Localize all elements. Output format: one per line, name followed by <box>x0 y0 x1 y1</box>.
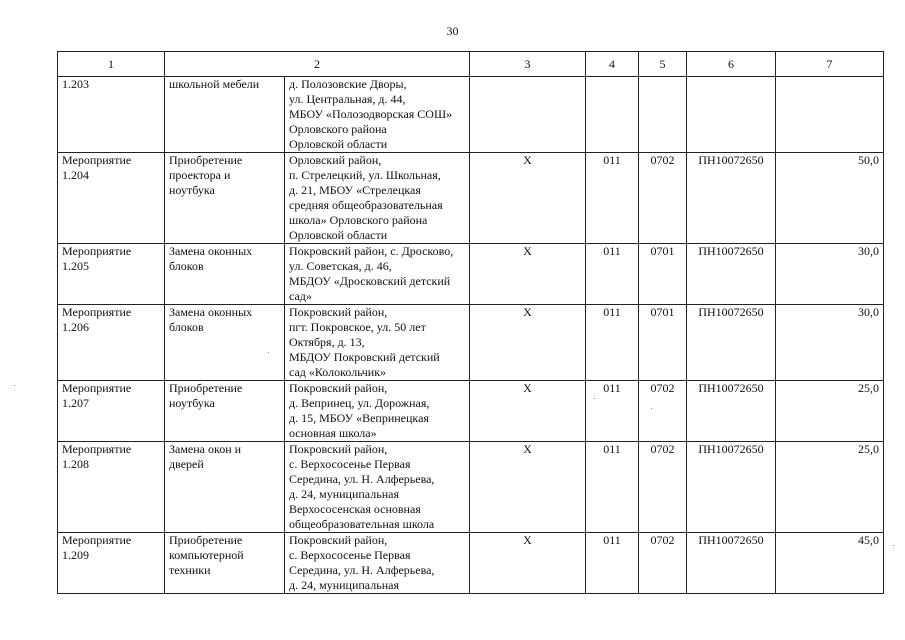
col3-cell <box>470 77 586 153</box>
measure-address-cell <box>285 153 470 244</box>
measure-name-cell-line: ноутбука <box>169 396 215 410</box>
col7-cell: 45,0 <box>776 533 884 594</box>
measure-address-cell-line: сад» <box>289 289 312 303</box>
table-body <box>58 77 884 594</box>
measure-id-cell-line: 1.208 <box>62 457 89 471</box>
measure-name-cell <box>165 244 285 305</box>
col5-cell: 0701 <box>639 305 687 381</box>
measure-name-cell <box>165 77 285 153</box>
measure-name-cell-line: Замена оконных <box>169 305 253 319</box>
col3-cell: Х <box>470 442 586 533</box>
col4-cell: 011 <box>586 533 639 594</box>
measure-name-cell <box>165 381 285 442</box>
scan-speck <box>14 385 15 386</box>
scan-speck <box>651 408 652 409</box>
scan-speck <box>268 352 269 353</box>
measure-address-cell-line: Октября, д. 13, <box>289 335 365 349</box>
measure-id-cell <box>58 533 165 594</box>
table-row <box>58 77 884 153</box>
measure-name-cell-line: Замена окон и <box>169 442 242 456</box>
col6-cell <box>687 77 776 153</box>
measure-name-cell-line: компьютерной <box>169 548 244 562</box>
measure-id-cell-line: Мероприятие <box>62 244 132 258</box>
measure-address-cell-line: МБДОУ Покровский детский <box>289 350 440 364</box>
measure-id-cell-line: 1.204 <box>62 168 89 182</box>
measure-id-cell <box>58 381 165 442</box>
measure-address-cell-line: п. Стрелецкий, ул. Школьная, <box>289 168 441 182</box>
measure-name-cell <box>165 153 285 244</box>
measure-address-cell-line: Орловский район, <box>289 153 382 167</box>
col3-cell: Х <box>470 533 586 594</box>
measure-address-cell-line: Покровский район, <box>289 442 388 456</box>
measure-id-cell <box>58 305 165 381</box>
measure-id-cell <box>58 77 165 153</box>
measure-name-cell <box>165 442 285 533</box>
col6-cell: ПН10072650 <box>687 442 776 533</box>
measure-address-cell-line: Покровский район, <box>289 305 388 319</box>
col4-cell: 011 <box>586 442 639 533</box>
measure-name-cell-line: техники <box>169 563 211 577</box>
table-row <box>58 533 884 594</box>
col6-cell: ПН10072650 <box>687 381 776 442</box>
measure-address-cell-line: с. Верхососенье Первая <box>289 457 411 471</box>
measure-name-cell-line: проектора и <box>169 168 231 182</box>
measure-id-cell-line: 1.206 <box>62 320 89 334</box>
col7-cell <box>776 77 884 153</box>
measure-address-cell-line: д. 15, МБОУ «Вепринецкая <box>289 411 429 425</box>
measure-address-cell <box>285 77 470 153</box>
measure-address-cell-line: Орловской области <box>289 228 388 242</box>
measure-id-cell <box>58 442 165 533</box>
col7-cell: 25,0 <box>776 442 884 533</box>
col5-cell: 0701 <box>639 244 687 305</box>
col3-cell: Х <box>470 244 586 305</box>
measure-address-cell-line: Покровский район, <box>289 381 388 395</box>
measure-id-cell <box>58 244 165 305</box>
measure-id-cell-line: 1.205 <box>62 259 89 273</box>
measure-address-cell-line: ул. Центральная, д. 44, <box>289 92 406 106</box>
measure-name-cell-line: Приобретение <box>169 533 243 547</box>
col5-cell <box>639 77 687 153</box>
measure-name-cell <box>165 305 285 381</box>
measure-address-cell-line: Покровский район, <box>289 533 388 547</box>
col4-cell: 011 <box>586 305 639 381</box>
measure-address-cell-line: Покровский район, с. Дросково, <box>289 244 454 258</box>
measure-address-cell-line: общеобразовательная школа <box>289 517 435 531</box>
measure-address-cell-line: д. Полозовские Дворы, <box>289 77 407 91</box>
measure-address-cell-line: Орловской области <box>289 137 388 151</box>
measure-address-cell-line: сад «Колокольчик» <box>289 365 387 379</box>
col3-cell: Х <box>470 153 586 244</box>
col5-cell: 0702 <box>639 533 687 594</box>
col4-cell: 011 <box>586 153 639 244</box>
col4-cell <box>586 77 639 153</box>
page-number: 30 <box>446 24 459 38</box>
measure-id-cell-line: 1.209 <box>62 548 89 562</box>
table-row <box>58 381 884 442</box>
table-header-row <box>58 52 884 77</box>
col5-cell: 0702 <box>639 442 687 533</box>
measure-address-cell-line: ул. Советская, д. 46, <box>289 259 392 273</box>
col3-cell: Х <box>470 381 586 442</box>
measure-address-cell <box>285 381 470 442</box>
measure-id-cell-line: 1.207 <box>62 396 89 410</box>
measure-address-cell <box>285 305 470 381</box>
col7-cell: 50,0 <box>776 153 884 244</box>
col5-cell: 0702 <box>639 153 687 244</box>
measure-id-cell-line: Мероприятие <box>62 381 132 395</box>
measure-address-cell-line: д. 24, муниципальная <box>289 578 399 592</box>
col7-cell: 30,0 <box>776 305 884 381</box>
col4-cell: 011 <box>586 381 639 442</box>
header-col-7: 7 <box>776 52 884 77</box>
measure-id-cell-line: Мероприятие <box>62 442 132 456</box>
measure-address-cell <box>285 244 470 305</box>
col3-cell: Х <box>470 305 586 381</box>
col6-cell: ПН10072650 <box>687 533 776 594</box>
scan-speck <box>893 545 894 546</box>
measure-address-cell-line: основная школа» <box>289 426 377 440</box>
col6-cell: ПН10072650 <box>687 153 776 244</box>
header-col-4: 4 <box>586 52 639 77</box>
table-row <box>58 244 884 305</box>
budget-measures-table <box>57 51 884 594</box>
table-row <box>58 305 884 381</box>
measure-name-cell-line: Приобретение <box>169 153 243 167</box>
col7-cell: 25,0 <box>776 381 884 442</box>
table-row <box>58 153 884 244</box>
measure-name-cell-line: Приобретение <box>169 381 243 395</box>
measure-name-cell-line: школьной мебели <box>169 77 260 91</box>
table-row <box>58 442 884 533</box>
measure-address-cell-line: МБДОУ «Дросковский детский <box>289 274 451 288</box>
measure-id-cell-line: 1.203 <box>62 77 89 91</box>
measure-id-cell-line: Мероприятие <box>62 305 132 319</box>
header-col-2: 2 <box>165 52 470 77</box>
measure-address-cell-line: МБОУ «Полозодворская СОШ» <box>289 107 453 121</box>
measure-name-cell <box>165 533 285 594</box>
measure-name-cell-line: Замена оконных <box>169 244 253 258</box>
header-col-6: 6 <box>687 52 776 77</box>
col5-cell: 0702 <box>639 381 687 442</box>
measure-address-cell-line: д. 24, муниципальная <box>289 487 399 501</box>
measure-id-cell-line: Мероприятие <box>62 153 132 167</box>
measure-name-cell-line: блоков <box>169 320 204 334</box>
measure-address-cell-line: Середина, ул. Н. Алферьева, <box>289 563 435 577</box>
measure-address-cell-line: пгт. Покровское, ул. 50 лет <box>289 320 426 334</box>
measure-address-cell <box>285 533 470 594</box>
measure-name-cell-line: блоков <box>169 259 204 273</box>
col6-cell: ПН10072650 <box>687 244 776 305</box>
measure-address-cell-line: д. Вепринец, ул. Дорожная, <box>289 396 430 410</box>
measure-address-cell-line: школа» Орловского района <box>289 213 428 227</box>
measure-address-cell-line: с. Верхососенье Первая <box>289 548 411 562</box>
measure-name-cell-line: ноутбука <box>169 183 215 197</box>
measure-address-cell-line: Верхососенская основная <box>289 502 421 516</box>
header-col-1: 1 <box>58 52 165 77</box>
measure-address-cell-line: д. 21, МБОУ «Стрелецкая <box>289 183 421 197</box>
col7-cell: 30,0 <box>776 244 884 305</box>
measure-id-cell-line: Мероприятие <box>62 533 132 547</box>
header-col-5: 5 <box>639 52 687 77</box>
measure-address-cell-line: средняя общеобразовательная <box>289 198 443 212</box>
measure-name-cell-line: дверей <box>169 457 204 471</box>
measure-address-cell <box>285 442 470 533</box>
measure-id-cell <box>58 153 165 244</box>
measure-address-cell-line: Орловского района <box>289 122 387 136</box>
col4-cell: 011 <box>586 244 639 305</box>
header-col-3: 3 <box>470 52 586 77</box>
measure-address-cell-line: Середина, ул. Н. Алферьева, <box>289 472 435 486</box>
col6-cell: ПН10072650 <box>687 305 776 381</box>
scan-speck <box>594 398 595 399</box>
